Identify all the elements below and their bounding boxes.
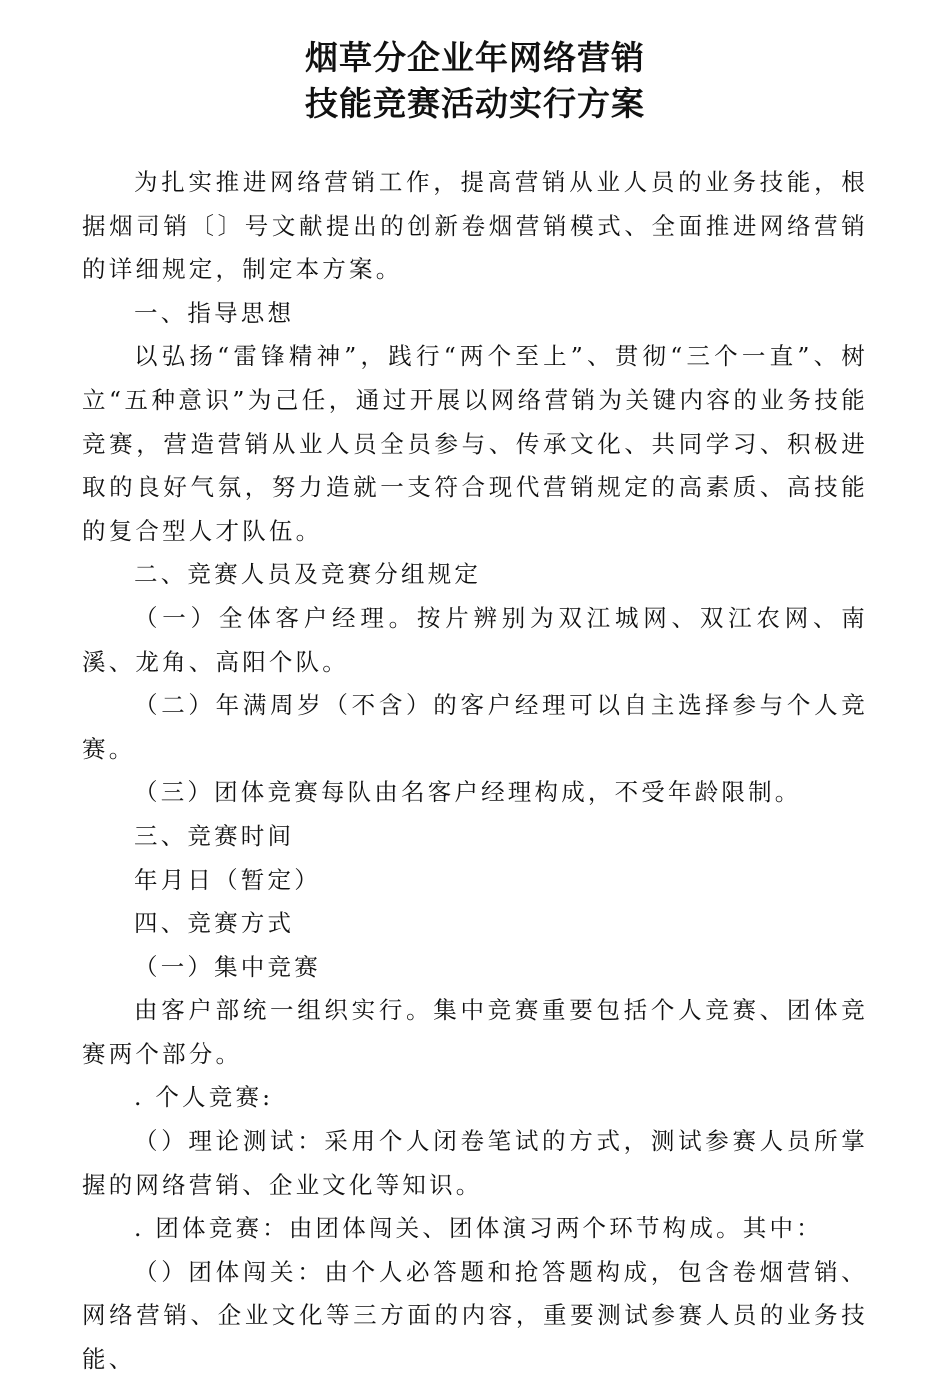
- paragraph-participants-2: （二）年满周岁（不含）的客户经理可以自主选择参与个人竞赛。: [82, 691, 868, 763]
- paragraph-centralized-competition: 由客户部统一组织实行。集中竞赛重要包括个人竞赛、团体竞赛两个部分。: [82, 996, 868, 1068]
- document-title-line-2: 技能竞赛活动实行方案: [305, 84, 645, 123]
- document-body: [82, 161, 868, 1382]
- document-title-line-1: 烟草分企业年网络营销: [305, 38, 645, 77]
- paragraph-participants-1: （一）全体客户经理。按片辨别为双江城网、双江农网、南溪、龙角、高阳个队。: [82, 603, 868, 676]
- paragraph-guiding-ideology: 以弘扬“雷锋精神”，践行“两个至上”、贯彻“三个一直”、树立“五种意识”为己任，通过开展以网络营销为关键内容的业务技能竞赛，营造营销从业人员全员参与、传承文化、共同学习、积极进取的良好气氛，努力造就一支符合现代营销规定的高素质、高技能的复合型人才队伍。: [82, 342, 868, 545]
- heading-participants: 二、竞赛人员及竞赛分组规定: [134, 560, 482, 589]
- heading-competition-method: 四、竞赛方式: [134, 909, 295, 938]
- paragraph-intro: 为扎实推进网络营销工作，提高营销从业人员的业务技能，根据烟司销〔〕号文献提出的创新卷烟营销模式、全面推进网络营销的详细规定，制定本方案。: [82, 168, 868, 284]
- paragraph-competition-time: 年月日（暂定）: [134, 865, 321, 894]
- heading-guiding-ideology: 一、指导思想: [134, 298, 295, 327]
- subheading-centralized-competition: （一）集中竞赛: [134, 952, 321, 981]
- item-theory-test: （）理论测试：采用个人闭卷笔试的方式，测试参赛人员所掌握的网络营销、企业文化等知识。: [82, 1127, 868, 1199]
- heading-competition-time: 三、竞赛时间: [134, 821, 295, 850]
- item-team-competition: . 团体竞赛：由团体闯关、团体演习两个环节构成。其中：: [134, 1214, 823, 1243]
- item-team-challenge: （）团体闯关：由个人必答题和抢答题构成，包含卷烟营销、网络营销、企业文化等三方面的内容，重要测试参赛人员的业务技能、: [82, 1257, 868, 1374]
- paragraph-participants-3: （三）团体竞赛每队由名客户经理构成，不受年龄限制。: [134, 778, 802, 807]
- item-individual-competition: . 个人竞赛:: [134, 1083, 274, 1112]
